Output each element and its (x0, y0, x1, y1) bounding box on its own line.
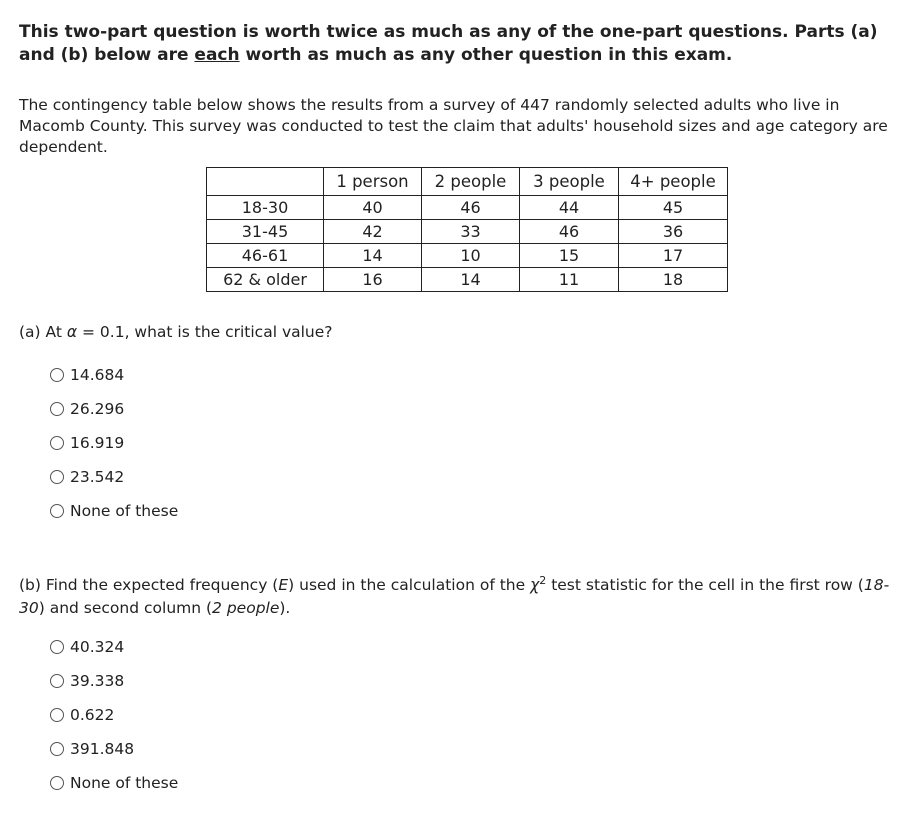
table-cell: 45 (619, 196, 728, 220)
chi-exponent: 2 (539, 574, 547, 587)
answer-option[interactable] (50, 460, 178, 494)
chi-symbol: χ (530, 576, 540, 595)
row-header: 18-30 (207, 196, 324, 220)
option-label: 0.622 (70, 706, 115, 724)
contingency-table (206, 167, 728, 292)
table-row (207, 244, 728, 268)
option-label: 40.324 (70, 638, 125, 656)
answer-option[interactable] (50, 766, 178, 800)
part-b-prefix: (b) Find the expected frequency ( (19, 576, 279, 595)
radio-button[interactable] (50, 470, 64, 484)
table-cell: 14 (324, 244, 422, 268)
column-header: 1 person (324, 168, 422, 196)
radio-button[interactable] (50, 674, 64, 688)
radio-button[interactable] (50, 776, 64, 790)
radio-button[interactable] (50, 402, 64, 416)
option-label: None of these (70, 774, 179, 792)
part-b-text-2: test statistic for the cell in the first row ( (546, 576, 864, 595)
part-b-question (19, 569, 894, 620)
table-cell: 46 (520, 220, 619, 244)
table-cell: 14 (422, 268, 520, 292)
option-label: 14.684 (70, 366, 125, 384)
row-header: 62 & older (207, 268, 324, 292)
answer-option[interactable] (50, 426, 178, 460)
part-a-prefix: (a) At (19, 323, 67, 341)
intro-text-end: worth as much as any other question in this exam. (239, 45, 733, 65)
part-b-options (50, 630, 178, 800)
table-corner-cell (207, 168, 324, 196)
answer-option[interactable] (50, 392, 178, 426)
table-row (207, 196, 728, 220)
option-label: 26.296 (70, 400, 125, 418)
answer-option[interactable] (50, 630, 178, 664)
option-label: 391.848 (70, 740, 135, 758)
table-cell: 11 (520, 268, 619, 292)
table-row (207, 268, 728, 292)
option-label: 39.338 (70, 672, 125, 690)
column-header: 4+ people (619, 168, 728, 196)
answer-option[interactable] (50, 732, 178, 766)
radio-button[interactable] (50, 708, 64, 722)
table-cell: 44 (520, 196, 619, 220)
part-a-suffix: = 0.1, what is the critical value? (77, 323, 333, 341)
table-cell: 33 (422, 220, 520, 244)
table-cell: 42 (324, 220, 422, 244)
answer-option[interactable] (50, 698, 178, 732)
question-intro (19, 21, 894, 67)
column-header: 3 people (520, 168, 619, 196)
table-cell: 16 (324, 268, 422, 292)
part-a-question (19, 321, 894, 344)
radio-button[interactable] (50, 640, 64, 654)
table-cell: 15 (520, 244, 619, 268)
table-cell: 18 (619, 268, 728, 292)
column-header: 2 people (422, 168, 520, 196)
radio-button[interactable] (50, 742, 64, 756)
row-header: 31-45 (207, 220, 324, 244)
table-cell: 36 (619, 220, 728, 244)
intro-text-start: This two-part question is worth twice as much as any of the one-part questions. Parts (a) and (b) below are (19, 22, 878, 65)
option-label: 16.919 (70, 434, 125, 452)
answer-option[interactable] (50, 494, 178, 528)
part-a-options (50, 358, 178, 528)
question-context: The contingency table below shows the results from a survey of 447 randomly selected adults who live in Macomb County. This survey was conducted to test the claim that adults' household sizes and age category are dependent. (19, 96, 888, 156)
option-label: 23.542 (70, 468, 125, 486)
row-header: 46-61 (207, 244, 324, 268)
part-b-text-1: ) used in the calculation of the (288, 576, 531, 595)
column-reference: 2 people (212, 599, 280, 618)
alpha-symbol: α (66, 323, 78, 341)
table-cell: 46 (422, 196, 520, 220)
answer-option[interactable] (50, 358, 178, 392)
answer-option[interactable] (50, 664, 178, 698)
part-b-text-3: ) and second column ( (38, 599, 213, 618)
row-reference: 18-30 (19, 576, 890, 618)
radio-button[interactable] (50, 368, 64, 382)
table-cell: 17 (619, 244, 728, 268)
intro-emphasis: each (194, 45, 240, 65)
table-header-row (207, 168, 728, 196)
radio-button[interactable] (50, 436, 64, 450)
option-label: None of these (70, 502, 179, 520)
table-cell: 40 (324, 196, 422, 220)
table-cell: 10 (422, 244, 520, 268)
radio-button[interactable] (50, 504, 64, 518)
expected-symbol: E (278, 576, 289, 595)
part-b-end: ). (279, 599, 291, 618)
table-row (207, 220, 728, 244)
